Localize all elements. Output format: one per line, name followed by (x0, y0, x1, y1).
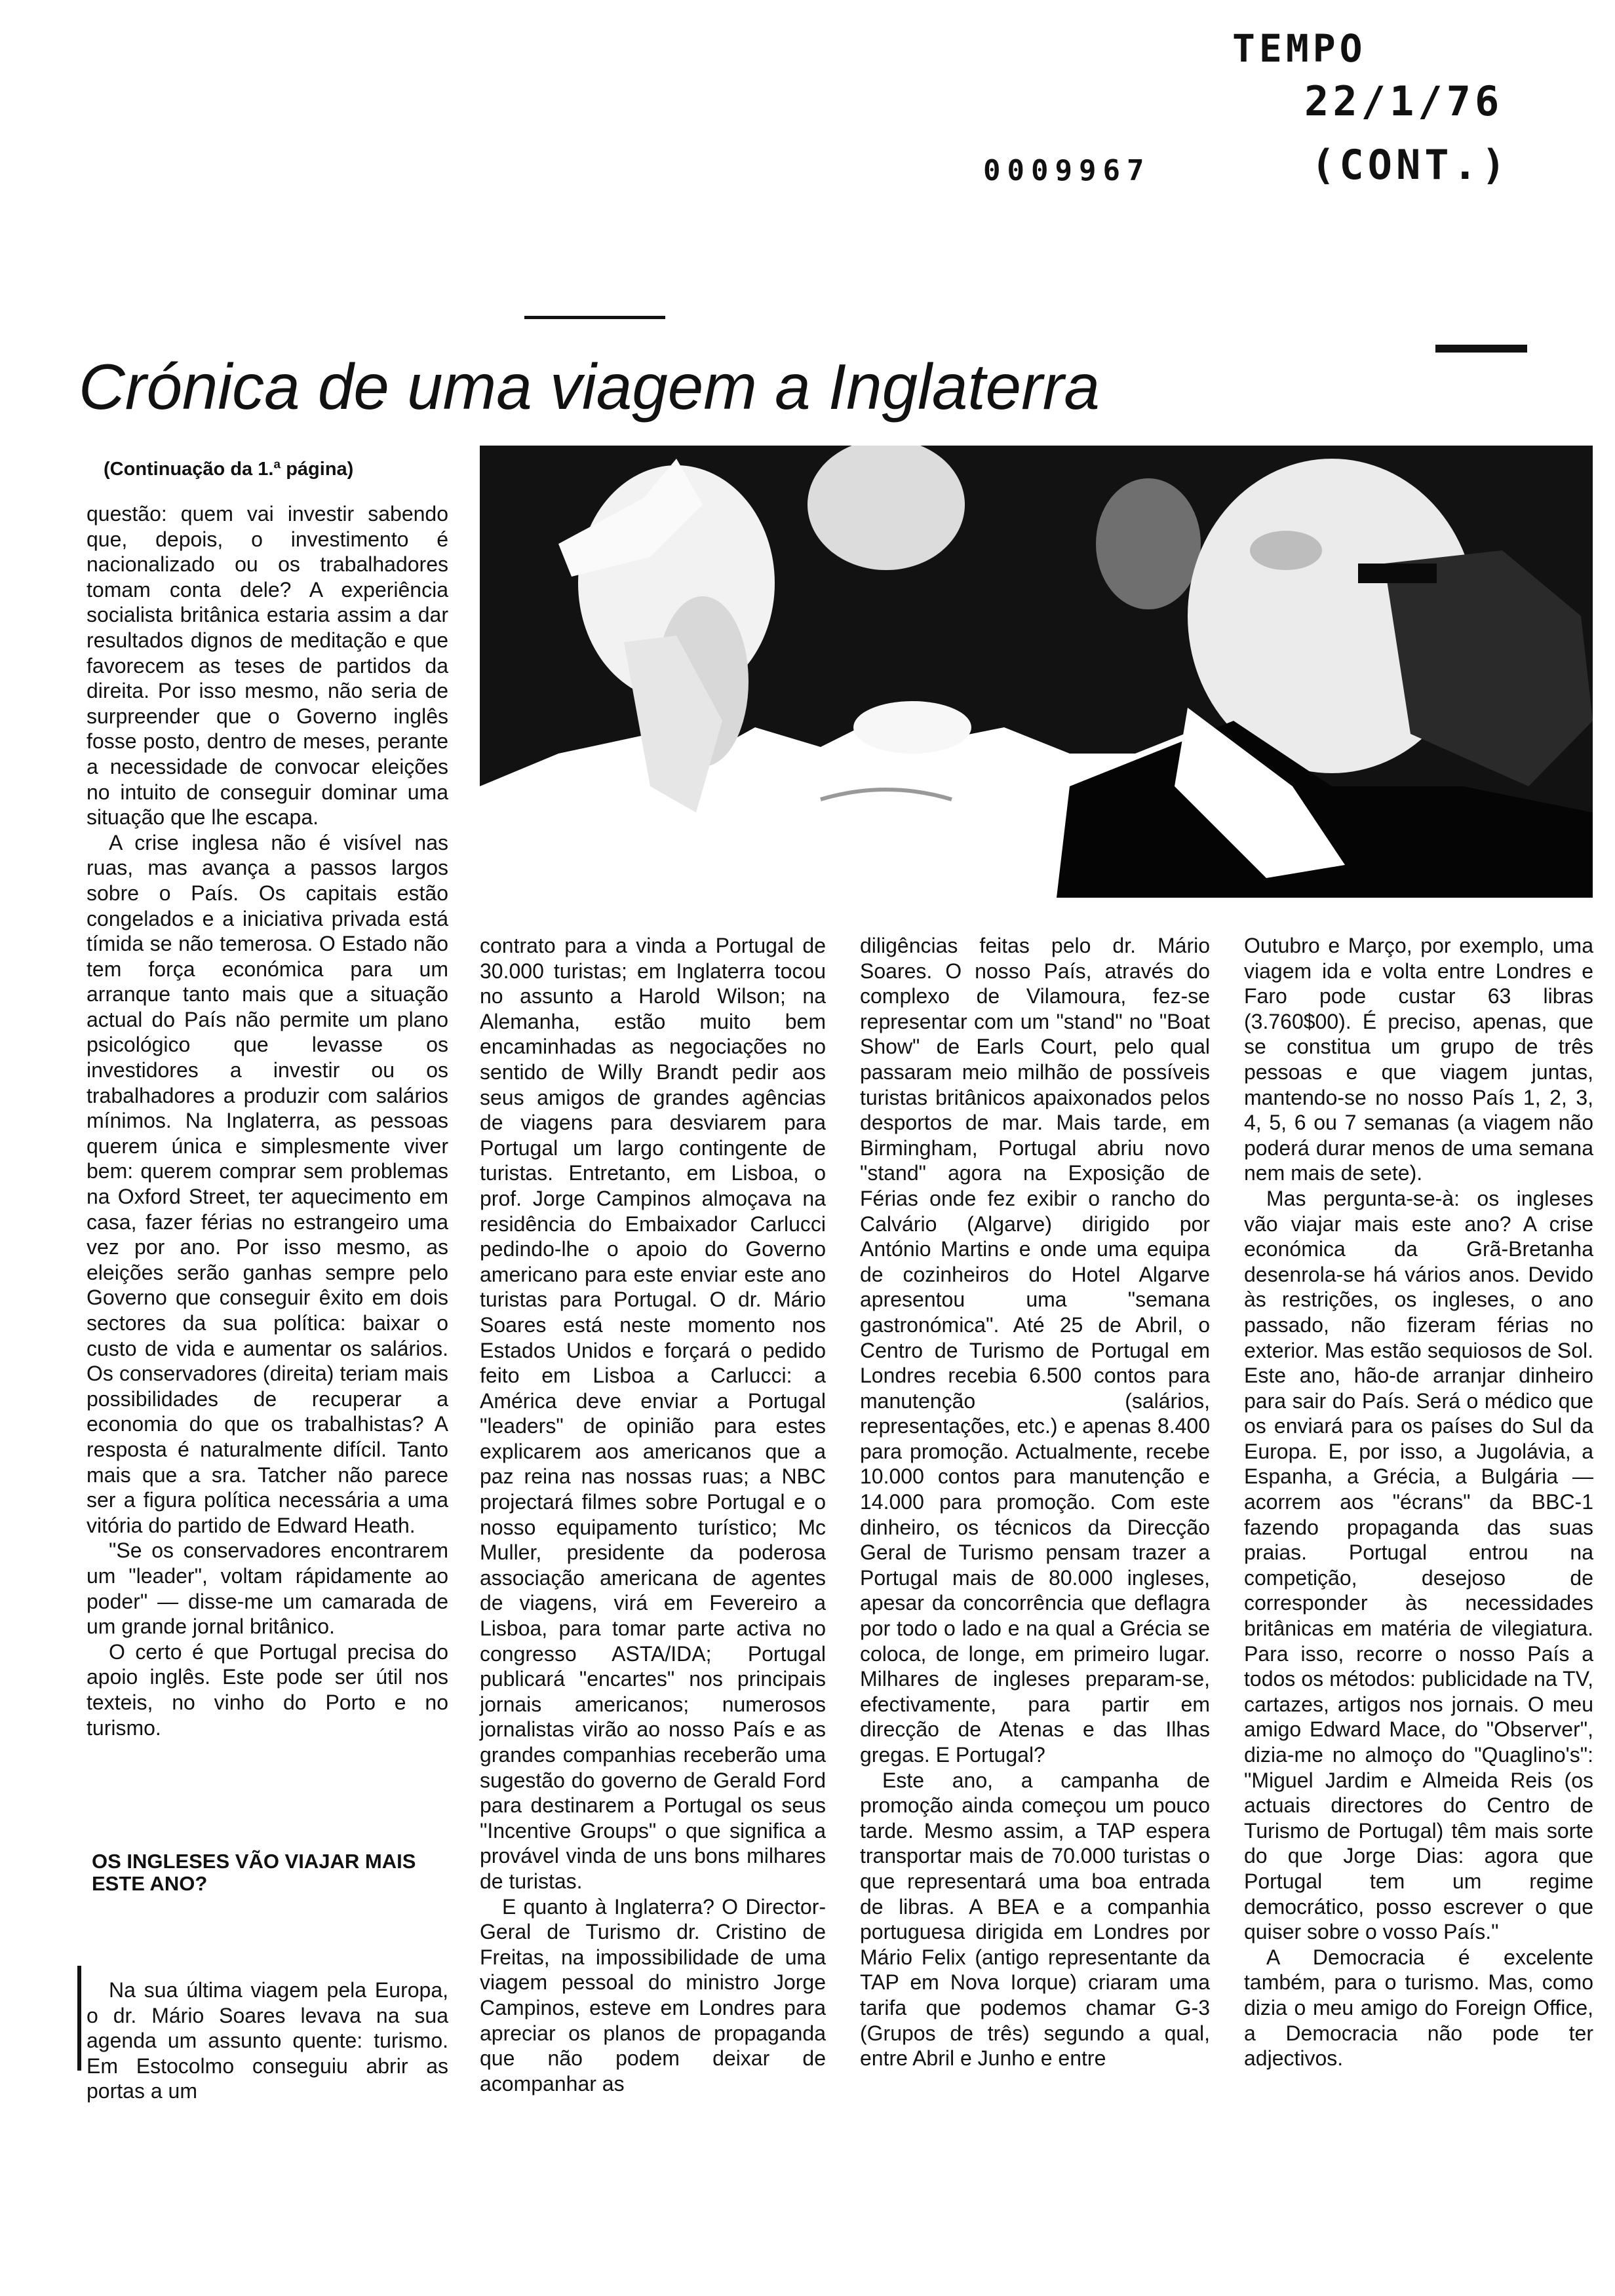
column-2-paragraph-2: E quanto à Inglaterra? O Director-Geral de Turismo dr. Cristino de Freitas, na impossibilidade de uma viagem pessoal do ministro Jorge Campinos, esteve em Londres para apreciar os planos de propaganda que não podem deixar de acompanhar as (480, 1894, 826, 2095)
column-1-paragraph-4: O certo é que Portugal precisa do apoio inglês. Este pode ser útil nos texteis, no vinho do Porto e no turismo. (87, 1639, 448, 1740)
column-3-paragraph-2: Este ano, a campanha de promoção ainda começou um pouco tarde. Mesmo assim, a TAP espera transportar mais de 70.000 turistas o que representará uma boa entrada de libras. A BEA e a companhia portuguesa dirigida em Londres por Mário Felix (antigo representante da TAP em Nova Iorque) criaram uma tarifa que podemos chamar G-3 (Grupos de três) segundo a qual, entre Abril e Junho e entre (860, 1768, 1210, 2071)
article-column-1 (87, 501, 448, 1740)
article-column-4 (1244, 933, 1593, 2071)
article-column-3 (860, 933, 1210, 2071)
column-2-paragraph-1: contrato para a vinda a Portugal de 30.000 turistas; em Inglaterra tocou no assunto a Harold Wilson; na Alemanha, estão muito bem encaminhadas as negociações no sentido de Willy Brandt pedir aos seus amigos de grandes agências de viagens para desviarem para Portugal um largo contingente de turistas. Entretanto, em Lisboa, o prof. Jorge Campinos almoçava na residência do Embaixador Carlucci pedindo-lhe o apoio do Governo americano para este enviar este ano turistas para Portugal. O dr. Mário Soares está neste momento nos Estados Unidos e forçará o pedido feito em Lisboa a Carlucci: a América deve enviar a Portugal "leaders" de opinião para estes explicarem aos americanos que a paz reina nas nossas ruas; a NBC projectará filmes sobre Portugal e o nosso equipamento turístico; Mc Muller, presidente da poderosa associação americana de agentes de viagens, virá em Fevereiro a Lisboa, para tomar parte activa no congresso ASTA/IDA; Portugal publicará "encartes" nos principais jornais americanos; numerosos jornalistas virão ao nosso País e as grandes companhias receberão uma sugestão do governo de Gerald Ford para destinarem a Portugal os seus "Incentive Groups" o que significa a provável vinda de uns bons milhares de turistas. (480, 934, 826, 1893)
column-1-paragraph-3: "Se os conservadores encontrarem um "leader", voltam rápidamente ao poder" — disse-me um camarada de um grande jornal britânico. (87, 1539, 448, 1639)
article-column-2 (480, 933, 826, 2096)
handwritten-archive-number: 0009967 (983, 154, 1151, 187)
column-1b-paragraph-1: Na sua última viagem pela Europa, o dr. Mário Soares levava na sua agenda um assunto quente: turismo. Em Estocolmo conseguiu abrir as portas a um (87, 1978, 448, 2103)
article-headline: Crónica de uma viagem a Inglaterra (79, 351, 1100, 423)
column-4-paragraph-1: Outubro e Março, por exemplo, uma viagem ida e volta entre Londres e Faro pode custar 63 libras (3.760$00). É preciso, apenas, que se constitua um grupo de três pessoas e que viagem juntas, mantendo-se no nosso País 1, 2, 3, 4, 5, 6 ou 7 semanas (a viagem não poderá durar menos de uma semana nem mais de sete). (1244, 934, 1593, 1185)
column-3-paragraph-1: diligências feitas pelo dr. Mário Soares. O nosso País, através do complexo de Vilamoura, fez-se representar com um "stand" no "Boat Show" de Earls Court, pelo qual passaram meio milhão de possíveis turistas britânicos apaixonados pelos desportos de mar. Mais tarde, em Birmingham, Portugal abriu novo "stand" agora na Exposição de Férias onde fez exibir o rancho do Calvário (Algarve) dirigido por António Martins e onde uma equipa de cozinheiros do Hotel Algarve apresentou uma "semana gastronómica". Até 25 de Abril, o Centro de Turismo de Portugal em Londres recebia 6.500 contos para manutenção (salários, representações, etc.) e apenas 8.400 para promoção. Actualmente, recebe 10.000 contos para manutenção e 14.000 para promoção. Com este dinheiro, os técnicos da Direcção Geral de Turismo pensam trazer a Portugal mais de 80.000 ingleses, apesar da concorrência que deflagra por todo o lado e na qual a Grécia se coloca, de longe, em primeiro lugar. Milhares de ingleses preparam-se, efectivamente, para partir em direcção de Atenas e das Ilhas gregas. E Portugal? (860, 934, 1210, 1767)
column-1-paragraph-2: A crise inglesa não é visível nas ruas, mas avança a passos largos sobre o País. Os capitais estão congelados e a iniciativa privada está tímida se não temerosa. O Estado não tem força económica para um arranque tanto mais que a situação actual do País não permite um plano psicológico que levasse os investidores a investir ou os trabalhadores a produzir com salários mínimos. Na Inglaterra, as pessoas querem única e simplesmente viver bem: querem comprar sem problemas na Oxford Street, ter aquecimento em casa, fazer férias no estrangeiro uma vez por ano. Por isso mesmo, as eleições serão ganhas sempre pelo Governo que conseguir êxito em dois sectores da sua política: baixar o custo de vida e aumentar os salários. Os conservadores (direita) teriam mais possibilidades de recuperar a economia do que os trabalhistas? A resposta é naturalmente difícil. Tanto mais que a sra. Tatcher não parece ser a figura política necessária a uma vitória do partido de Edward Heath. (87, 830, 448, 1537)
article-column-1-continued (87, 1978, 448, 2104)
column-1-paragraph-1: questão: quem vai investir sabendo que, depois, o investimento é nacionalizado ou os trabalhadores tomam conta dele? A experiência socialista britânica estaria assim a dar resultados dignos de meditação e que favorecem as teses de partidos da direita. Por isso mesmo, não seria de surpreender que o Governo inglês fosse posto, dentro de meses, perante a necessidade de convocar eleições no intuito de conseguir dominar uma situação que lhe escapa. (87, 502, 448, 830)
newspaper-photo (480, 446, 1593, 898)
column-4-paragraph-2: Mas pergunta-se-à: os ingleses vão viajar mais este ano? A crise económica da Grã-Bretanha desenrola-se há vários anos. Devido às restrições, os ingleses, o ano passado, não fizeram férias no exterior. Mas estão sequiosos de Sol. Este ano, hão-de arranjar dinheiro para sair do País. Será o médico que os enviará para os países do Sul da Europa. E, por isso, a Jugolávia, a Espanha, a Grécia, a Bulgária — acorrem aos "écrans" da BBC-1 fazendo propaganda das suas praias. Portugal entrou na competição, desejoso de corresponder às necessidades britânicas em matéria de vilegiatura. Para isso, recorre o nosso País a todos os métodos: publicidade na TV, cartazes, artigos nos jornais. O meu amigo Edward Mace, do "Observer", dizia-me no almoço do "Quaglino's": "Miguel Jardim e Almeida Reis (os actuais directores do Centro de Turismo de Portugal) têm mais sorte do que Jorge Dias: agora que Portugal tem um regime democrático, posso escrever o que quiser sobre o vosso País." (1244, 1186, 1593, 1944)
margin-mark (77, 1966, 81, 2071)
top-rule (524, 316, 665, 319)
handwritten-continued-note: (CONT.) (1311, 141, 1510, 189)
handwritten-date: 22/1/76 (1304, 77, 1504, 125)
column-4-paragraph-3: A Democracia é excelente também, para o turismo. Mas, como dizia o meu amigo do Foreign Office, a Democracia não pode ter adjectivos. (1244, 1945, 1593, 2071)
handwritten-paper-name: TEMPO (1232, 26, 1367, 71)
continuation-note: (Continuação da 1.ª página) (104, 459, 354, 480)
photo-graphic (480, 446, 1593, 898)
article-subheading: OS INGLESES VÃO VIAJAR MAIS ESTE ANO? (92, 1850, 416, 1895)
right-rule (1435, 345, 1527, 353)
